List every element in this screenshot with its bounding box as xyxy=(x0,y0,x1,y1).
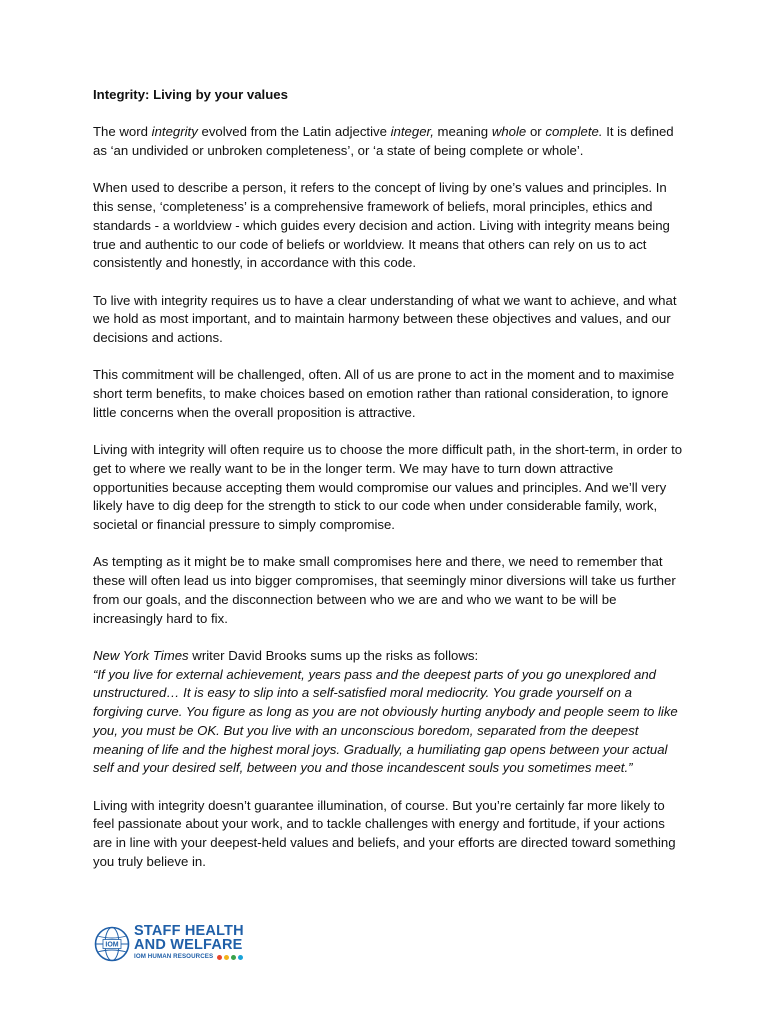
text-run: evolved from the Latin adjective xyxy=(197,124,391,140)
quote-intro xyxy=(93,648,478,663)
paragraph-difficult-path: Living with integrity will often require us to choose the more difficult path, in the short-term, in order to get to where we really want to be in the longer term. We may have to turn down attractive opportunities because accepting them would compromise our values and principles. And we’ll very likely have to dig deep for the strength to stick to our code when under considerable family, work, societal or financial pressure to simply compromise. xyxy=(93,442,683,533)
paragraph-person: When used to describe a person, it refers to the concept of living by one’s values and principles. In this sense, ‘completeness’ is a comprehensive framework of beliefs, moral principles, ethics and standards - a worldview - which guides every decision and action. Living with integrity means being true and authentic to our code of beliefs or worldview. It means that others can rely on us to act consistently and honestly, in accordance with this code. xyxy=(93,180,670,271)
italic-term: integer, xyxy=(390,124,434,140)
document-title: Integrity: Living by your values xyxy=(93,87,288,102)
logo-line-3: IOM HUMAN RESOURCES xyxy=(134,953,214,960)
logo-line-1: STAFF HEALTH xyxy=(134,923,244,939)
italic-term: integrity xyxy=(151,124,198,140)
text-run: It is defined as ‘an undivided or unbroken completeness’, or ‘a state of being complete or whole’. xyxy=(93,124,674,159)
logo-dot xyxy=(217,955,222,960)
staff-health-welfare-logo xyxy=(94,924,274,964)
logo-dots xyxy=(217,955,243,960)
brooks-quote: “If you live for external achievement, years pass and the deepest parts of you go unexplored and unstructured… It is easy to slip into a self-satisfied moral mediocrity. You grade yourself on a forgiving curve. You figure as long as you are not obviously hurting anybody and people seem to like you, you must be OK. But you live with an unconscious boredom, separated from the deepest meaning of life and the highest moral joys. Gradually, a humiliating gap opens between your actual self and your desired self, between you and those incandescent souls you sometimes meet.” xyxy=(93,666,678,776)
publication-name: New York Times xyxy=(93,647,189,663)
paragraph-understanding: To live with integrity requires us to have a clear understanding of what we want to achieve, and what we hold as most important, and to maintain harmony between these objectives and values, and our decisions and actions. xyxy=(93,292,677,346)
text-run: or xyxy=(526,124,546,140)
logo-dot xyxy=(238,955,243,960)
logo-line-2: AND WELFARE xyxy=(134,936,243,953)
quote-intro-text: writer David Brooks sums up the risks as follows: xyxy=(188,647,479,663)
paragraph-conclusion: Living with integrity doesn’t guarantee illumination, of course. But you’re certainly far more likely to feel passionate about your work, and to tackle challenges with energy and fortitude, if your actions are in line with your deepest-held values and beliefs, and your efforts are directed toward something you truly believe in. xyxy=(93,797,676,869)
text-run: meaning xyxy=(433,124,492,140)
paragraph-commitment: This commitment will be challenged, often. All of us are prone to act in the moment and to maximise short term benefits, to make choices based on emotion rather than rational consideration, to ignore little concerns when the overall proposition is attractive. xyxy=(93,367,675,420)
text-run: The word xyxy=(93,124,152,140)
logo-dot xyxy=(224,955,229,960)
logo-dot xyxy=(231,955,236,960)
italic-term: whole xyxy=(491,124,527,140)
logo-subline xyxy=(134,953,244,961)
emblem-label: IOM xyxy=(105,941,119,949)
paragraph-definition xyxy=(93,123,683,160)
iom-globe-icon xyxy=(94,926,130,962)
paragraph-compromises: As tempting as it might be to make small compromises here and there, we need to remember that these will often lead us into bigger compromises, that seemingly minor diversions will take us further from our goals, and the disconnection between who we are and who we want to be will be increasingly hard to fix. xyxy=(93,554,676,626)
logo-wordmark xyxy=(134,925,244,961)
paragraph-quote xyxy=(93,647,683,778)
document-body xyxy=(93,86,683,890)
italic-term: complete. xyxy=(545,124,603,140)
